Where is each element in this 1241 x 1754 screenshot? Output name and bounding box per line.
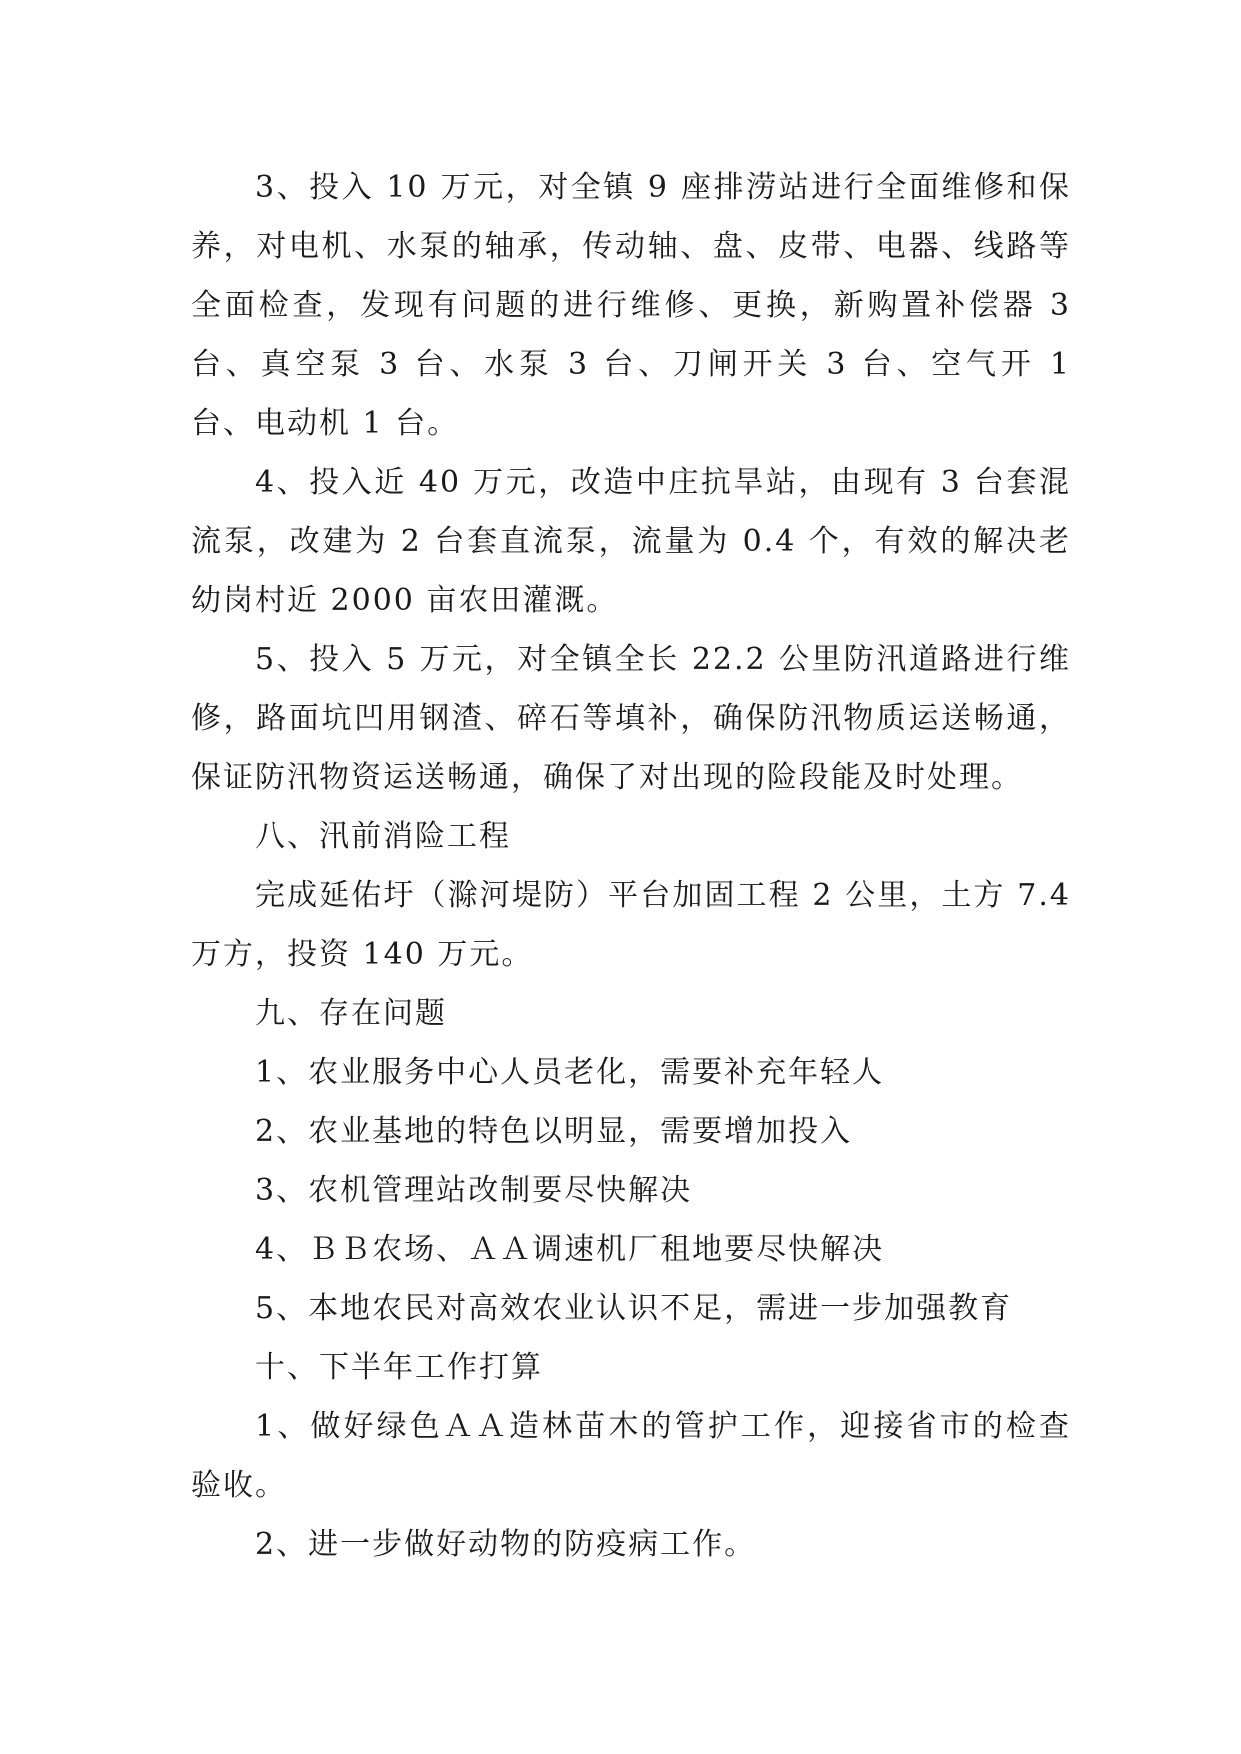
document-body	[191, 158, 1083, 1574]
section-heading-9: 九、存在问题	[255, 996, 447, 1031]
list-item-plan-2: 2、进一步做好动物的防疫病工作。	[255, 1527, 757, 1562]
list-item-problem-3: 3、农机管理站改制要尽快解决	[255, 1173, 693, 1208]
list-item-plan-1: 1、做好绿色ＡＡ造林苗木的管护工作，迎接省市的检查验收。	[191, 1409, 1071, 1503]
paragraph-item-4-drought-station: 4、投入近 40 万元，改造中庄抗旱站，由现有 3 台套混流泵，改建为 2 台套直流泵，流量为 0.4 个，有效的解决老幼岗村近 2000 亩农田灌溉。	[191, 465, 1071, 618]
list-item-problem-4: 4、ＢＢ农场、ＡＡ调速机厂租地要尽快解决	[255, 1232, 885, 1267]
paragraph-reinforcement-project: 完成延佑圩（滁河堤防）平台加固工程 2 公里，土方 7.4 万方，投资 140 万元。	[191, 878, 1083, 972]
list-item-problem-5: 5、本地农民对高效农业认识不足，需进一步加强教育	[255, 1291, 1013, 1326]
list-item-problem-1: 1、农业服务中心人员老化，需要补充年轻人	[255, 1055, 885, 1090]
list-item-problem-2: 2、农业基地的特色以明显，需要增加投入	[255, 1114, 853, 1149]
section-heading-10: 十、下半年工作打算	[255, 1350, 543, 1385]
paragraph-item-5-flood-roads: 5、投入 5 万元，对全镇全长 22.2 公里防汛道路进行维修，路面坑凹用钢渣、碎石等填补，确保防汛物质运送畅通，保证防汛物资运送畅通，确保了对出现的险段能及时处理。	[191, 642, 1071, 795]
paragraph-item-3-drainage-stations: 3、投入 10 万元，对全镇 9 座排涝站进行全面维修和保养，对电机、水泵的轴承，传动轴、盘、皮带、电器、线路等全面检查，发现有问题的进行维修、更换，新购置补偿器 3 台、真空泵 3 台、水泵 3 台、刀闸开关 3 台、空气开 1 台、电动机 1 台。	[191, 170, 1083, 441]
section-heading-8: 八、汛前消险工程	[255, 819, 511, 854]
